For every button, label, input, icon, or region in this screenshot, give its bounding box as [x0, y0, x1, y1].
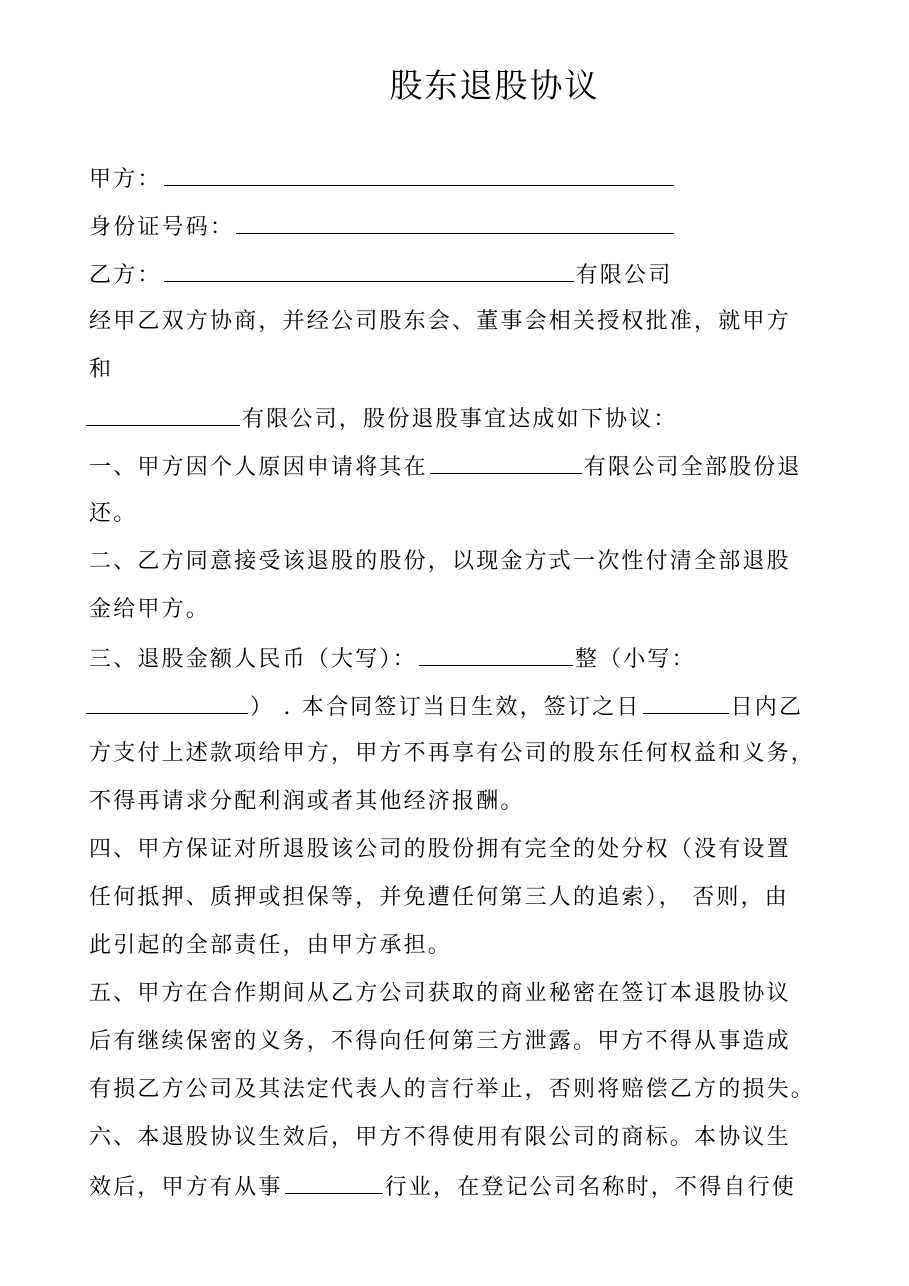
- paragraph-line: 此引起的全部责任，由甲方承担。: [89, 933, 453, 958]
- paragraph-line: 后有继续保密的义务，不得向任何第三方泄露。甲方不得从事造成: [89, 1029, 791, 1054]
- clause-1-line: [89, 455, 829, 479]
- party-b-suffix: 有限公司: [575, 263, 673, 288]
- days-blank[interactable]: [643, 695, 729, 714]
- clause-3-mid-text: ） . 本合同签订当日生效，签订之日: [250, 695, 641, 720]
- paragraph-line: 金给甲方。: [89, 597, 211, 622]
- clause-1-blank[interactable]: [430, 455, 582, 474]
- document-title: 股东退股协议: [389, 66, 600, 105]
- paragraph-line: 不得再请求分配利润或者其他经济报酬。: [89, 789, 525, 814]
- paragraph-line: 二、乙方同意接受该退股的股份，以现金方式一次性付清全部退股: [89, 549, 791, 574]
- paragraph-line: 经甲乙双方协商，并经公司股东会、董事会相关授权批准，就甲方: [89, 309, 791, 334]
- party-a-blank[interactable]: [164, 167, 674, 186]
- clause-1-text-end: 有限公司全部股份退: [583, 455, 802, 480]
- id-number-label: 身份证号码：: [89, 215, 235, 240]
- amount-lowercase-blank[interactable]: [86, 695, 248, 714]
- clause-3-text: 三、退股金额人民币（大写）：: [89, 647, 417, 672]
- id-number-line: [89, 215, 829, 239]
- clause-3-text-end: 整（小写：: [574, 647, 696, 672]
- paragraph-line: 还。: [89, 501, 138, 526]
- paragraph-line: 任何抵押、质押或担保等，并免遭任何第三人的追索）， 否则，由: [89, 885, 789, 910]
- clause-6-text: 效后，甲方有从事: [89, 1175, 283, 1200]
- paragraph-line: 六、本退股协议生效后，甲方不得使用有限公司的商标。本协议生: [89, 1125, 791, 1150]
- party-b-line: [89, 263, 829, 287]
- clause-3-continued-line: [86, 695, 826, 719]
- paragraph-line: 五、甲方在合作期间从乙方公司获取的商业秘密在签订本退股协议: [89, 981, 791, 1006]
- company-line: [86, 407, 826, 431]
- clause-6-line: [89, 1175, 829, 1199]
- clause-1-text: 一、甲方因个人原因申请将其在: [89, 455, 428, 480]
- paragraph-line: 和: [89, 357, 114, 382]
- party-a-line: [89, 167, 829, 191]
- party-b-label: 乙方：: [89, 263, 162, 288]
- clause-6-text-end: 行业，在登记公司名称时，不得自行使: [384, 1175, 797, 1200]
- industry-blank[interactable]: [285, 1175, 383, 1194]
- party-b-blank[interactable]: [164, 263, 574, 282]
- company-blank[interactable]: [86, 407, 240, 426]
- company-text: 有限公司，股份退股事宜达成如下协议：: [242, 407, 678, 432]
- clause-3-mid-end: 日内乙: [730, 695, 804, 720]
- amount-uppercase-blank[interactable]: [419, 647, 573, 666]
- id-number-blank[interactable]: [236, 215, 674, 234]
- paragraph-line: 方支付上述款项给甲方，甲方不再享有公司的股东任何权益和义务，: [89, 741, 816, 766]
- paragraph-line: 有损乙方公司及其法定代表人的言行举止，否则将赔偿乙方的损失。: [89, 1077, 816, 1102]
- paragraph-line: 四、甲方保证对所退股该公司的股份拥有完全的处分权（没有设置: [89, 837, 791, 862]
- party-a-label: 甲方：: [89, 167, 162, 192]
- clause-3-line: [89, 647, 829, 671]
